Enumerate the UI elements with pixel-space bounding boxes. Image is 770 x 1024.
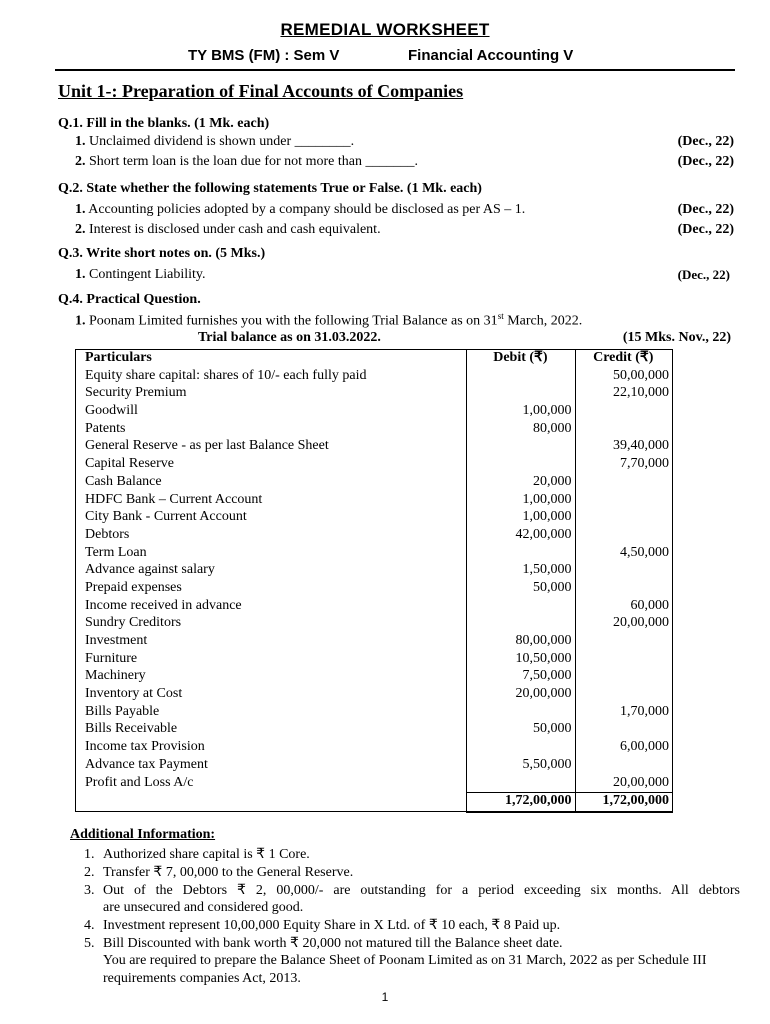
particulars-cell: General Reserve - as per last Balance Sheet	[85, 438, 329, 454]
credit-cell: 50,00,000	[613, 367, 669, 383]
debit-cell: 20,000	[467, 474, 575, 492]
q2-heading: Q.2. State whether the following statements True or False. (1 Mk. each)	[58, 181, 482, 196]
credit-cell	[575, 721, 672, 739]
credit-cell	[575, 757, 672, 775]
table-row	[76, 651, 673, 669]
credit-cell: 1,70,000	[620, 703, 669, 719]
debit-cell	[467, 545, 575, 563]
q1-item-2: 2. Short term loan is the loan due for not more than _______.	[75, 154, 418, 169]
credit-total: 1,72,00,000	[575, 793, 672, 812]
credit-cell	[575, 474, 672, 492]
particulars-cell: Equity share capital: shares of 10/- each fully paid	[85, 367, 367, 383]
credit-cell	[575, 403, 672, 421]
q1-heading: Q.1. Fill in the blanks. (1 Mk. each)	[58, 116, 270, 131]
debit-cell	[467, 385, 575, 403]
debit-cell	[467, 368, 575, 386]
particulars-cell: Bills Receivable	[85, 721, 178, 737]
particulars-cell: Capital Reserve	[85, 456, 175, 472]
table-row	[76, 403, 673, 421]
trial-balance-title: Trial balance as on 31.03.2022.	[198, 330, 381, 345]
table-total-row	[76, 793, 673, 812]
table-row	[76, 492, 673, 510]
particulars-cell: Goodwill	[85, 403, 138, 419]
particulars-cell: City Bank - Current Account	[85, 509, 247, 525]
requirement-text: You are required to prepare the Balance Sheet of Poonam Limited as on 31 March, 2022 as per Schedule III requirements companies Act, 2013.	[103, 953, 707, 986]
debit-cell: 80,000	[467, 421, 575, 439]
particulars-cell: Inventory at Cost	[85, 686, 183, 702]
debit-cell: 50,000	[467, 721, 575, 739]
table-row	[76, 545, 673, 563]
particulars-cell: Furniture	[85, 650, 138, 666]
debit-cell	[467, 456, 575, 474]
particulars-cell: Machinery	[85, 668, 146, 684]
debit-cell: 1,00,000	[467, 403, 575, 421]
additional-info-heading: Additional Information:	[70, 827, 216, 842]
total-label-cell	[76, 793, 467, 812]
credit-cell	[575, 580, 672, 598]
debit-cell	[467, 615, 575, 633]
particulars-cell: Profit and Loss A/c	[85, 774, 194, 790]
particulars-cell: Debtors	[85, 526, 130, 542]
particulars-cell: Term Loan	[85, 544, 147, 560]
table-row	[76, 739, 673, 757]
debit-header: Debit (₹)	[467, 350, 575, 368]
table-row	[76, 527, 673, 545]
course-label: TY BMS (FM) : Sem V	[188, 47, 340, 64]
table-row	[76, 633, 673, 651]
table-header-row	[76, 350, 673, 368]
q1-item-1-ref: (Dec., 22)	[677, 134, 734, 149]
debit-cell: 42,00,000	[467, 527, 575, 545]
credit-cell	[575, 562, 672, 580]
debit-cell: 1,00,000	[467, 509, 575, 527]
particulars-cell: Cash Balance	[85, 473, 162, 489]
credit-cell	[575, 509, 672, 527]
list-item: 2. Transfer ₹ 7, 00,000 to the General Reserve.	[84, 864, 354, 880]
credit-cell: 60,000	[630, 597, 669, 613]
q2-item-1-ref: (Dec., 22)	[677, 202, 734, 217]
debit-cell: 10,50,000	[467, 651, 575, 669]
debit-cell: 1,00,000	[467, 492, 575, 510]
particulars-cell: Income received in advance	[85, 597, 242, 613]
trial-balance-table	[75, 349, 673, 813]
debit-total: 1,72,00,000	[467, 793, 575, 812]
particulars-cell: Bills Payable	[85, 703, 160, 719]
debit-cell	[467, 438, 575, 456]
q1-item-2-ref: (Dec., 22)	[677, 154, 734, 169]
table-row	[76, 385, 673, 403]
q3-item-1-ref: (Dec., 22)	[677, 267, 730, 282]
table-row	[76, 668, 673, 686]
debit-cell	[467, 775, 575, 793]
debit-cell: 50,000	[467, 580, 575, 598]
debit-cell: 1,50,000	[467, 562, 575, 580]
q3-item-1: 1. Contingent Liability.	[75, 267, 206, 282]
q3-heading: Q.3. Write short notes on. (5 Mks.)	[58, 246, 266, 261]
table-row	[76, 580, 673, 598]
table-row	[76, 757, 673, 775]
worksheet-title: REMEDIAL WORKSHEET	[280, 20, 490, 39]
table-row	[76, 615, 673, 633]
list-item: 4. Investment represent 10,00,000 Equity Share in X Ltd. of ₹ 10 each, ₹ 8 Paid up.	[84, 918, 561, 934]
list-item: 1. Authorized share capital is ₹ 1 Core.	[84, 847, 310, 862]
subject-label: Financial Accounting V	[408, 47, 574, 64]
q2-item-2: 2. Interest is disclosed under cash and cash equivalent.	[75, 222, 381, 237]
debit-cell	[467, 704, 575, 722]
table-row	[76, 456, 673, 474]
particulars-cell: Security Premium	[85, 385, 187, 401]
q4-heading: Q.4. Practical Question.	[58, 292, 201, 307]
header-divider	[55, 69, 735, 71]
page-number: 1	[381, 990, 389, 1004]
debit-cell: 5,50,000	[467, 757, 575, 775]
credit-cell: 39,40,000	[613, 438, 669, 454]
particulars-cell: Advance tax Payment	[85, 756, 208, 772]
credit-cell	[575, 686, 672, 704]
credit-cell	[575, 527, 672, 545]
additional-info-list	[84, 846, 740, 953]
q2-item-2-ref: (Dec., 22)	[677, 222, 734, 237]
table-row	[76, 686, 673, 704]
particulars-cell: Income tax Provision	[85, 739, 205, 755]
credit-header: Credit (₹)	[593, 350, 654, 365]
table-row	[76, 421, 673, 439]
table-row	[76, 721, 673, 739]
credit-cell: 22,10,000	[613, 385, 669, 401]
unit-title: Unit 1-: Preparation of Final Accounts of Companies	[58, 81, 464, 101]
credit-cell: 20,00,000	[613, 774, 669, 790]
table-row	[76, 775, 673, 793]
credit-cell	[575, 633, 672, 651]
credit-cell	[575, 651, 672, 669]
table-row	[76, 438, 673, 456]
q4-intro: 1. Poonam Limited furnishes you with the following Trial Balance as on 31st March, 2022.	[75, 311, 583, 329]
debit-cell: 20,00,000	[467, 686, 575, 704]
list-item: 3. Out of the Debtors ₹ 2, 00,000/- are outstanding for a period exceeding six months. All debtors are unsecured and considered good.	[84, 882, 740, 916]
debit-cell: 80,00,000	[467, 633, 575, 651]
debit-cell	[467, 598, 575, 616]
q1-item-1: 1. Unclaimed dividend is shown under ________.	[75, 134, 355, 149]
debit-cell	[467, 739, 575, 757]
particulars-cell: Prepaid expenses	[85, 579, 182, 595]
table-row	[76, 598, 673, 616]
credit-cell	[575, 421, 672, 439]
table-row	[76, 562, 673, 580]
particulars-cell: Investment	[85, 633, 148, 648]
debit-cell: 7,50,000	[467, 668, 575, 686]
credit-cell	[575, 492, 672, 510]
list-item: 5. Bill Discounted with bank worth ₹ 20,000 not matured till the Balance sheet date.	[84, 935, 563, 951]
table-row	[76, 509, 673, 527]
table-row	[76, 368, 673, 386]
q2-item-1: 1. Accounting policies adopted by a company should be disclosed as per AS – 1.	[75, 202, 526, 217]
particulars-cell: HDFC Bank – Current Account	[85, 491, 263, 507]
credit-cell: 4,50,000	[620, 544, 669, 560]
credit-cell: 6,00,000	[620, 739, 669, 755]
credit-cell: 7,70,000	[620, 456, 669, 472]
particulars-cell: Patents	[85, 420, 126, 436]
credit-cell: 20,00,000	[613, 615, 669, 631]
credit-cell	[575, 668, 672, 686]
trial-balance-marks: (15 Mks. Nov., 22)	[622, 330, 731, 345]
table-row	[76, 704, 673, 722]
table-row	[76, 474, 673, 492]
particulars-cell: Advance against salary	[85, 562, 215, 578]
particulars-header: Particulars	[85, 350, 152, 365]
particulars-cell: Sundry Creditors	[85, 615, 182, 631]
